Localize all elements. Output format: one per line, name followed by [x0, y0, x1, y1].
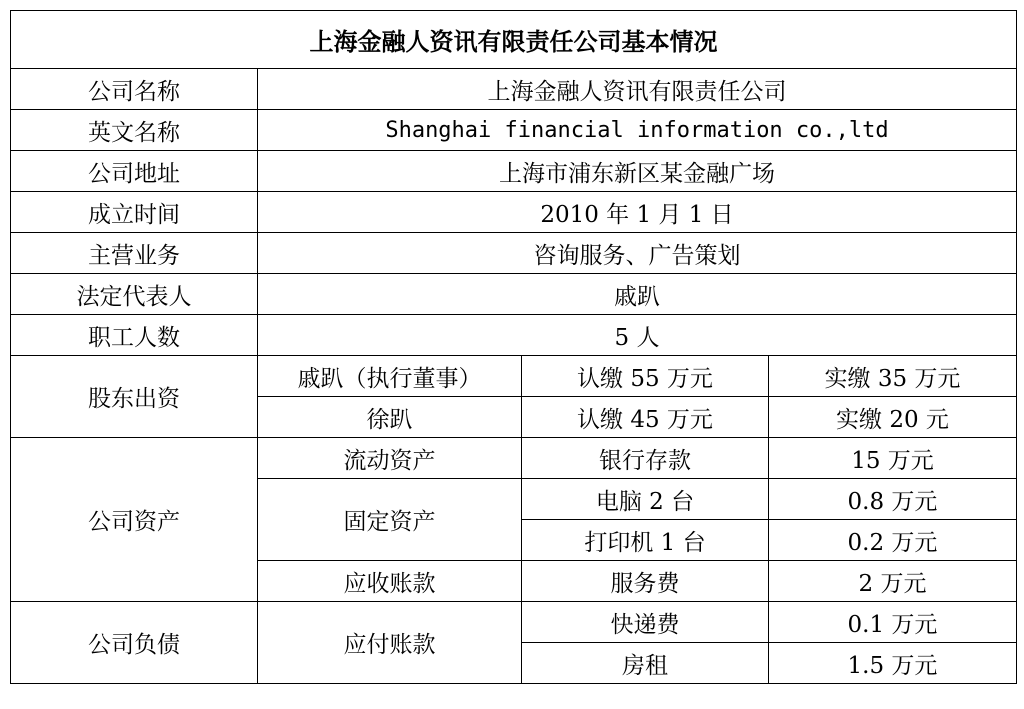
liability-category: 应付账款 [258, 602, 522, 684]
asset-item: 电脑 2 台 [522, 479, 769, 520]
english-name-value: Shanghai financial information co.,ltd [258, 110, 1017, 151]
company-info-table [10, 10, 1017, 684]
liability-amount: 1.5 万元 [769, 643, 1017, 684]
table-row [11, 274, 1017, 315]
table-row [11, 233, 1017, 274]
founded-date-value: 2010 年 1 月 1 日 [258, 192, 1017, 233]
business-value: 咨询服务、广告策划 [258, 233, 1017, 274]
table-row [11, 192, 1017, 233]
paid-capital: 实缴 35 万元 [769, 356, 1017, 397]
paid-capital: 实缴 20 元 [769, 397, 1017, 438]
table-row [11, 356, 1017, 397]
row-label: 主营业务 [11, 233, 258, 274]
asset-category: 流动资产 [258, 438, 522, 479]
asset-amount: 15 万元 [769, 438, 1017, 479]
liabilities-label: 公司负债 [11, 602, 258, 684]
asset-category: 应收账款 [258, 561, 522, 602]
asset-item: 服务费 [522, 561, 769, 602]
company-name-value: 上海金融人资讯有限责任公司 [258, 69, 1017, 110]
address-value: 上海市浦东新区某金融广场 [258, 151, 1017, 192]
liability-item: 快递费 [522, 602, 769, 643]
row-label: 英文名称 [11, 110, 258, 151]
asset-amount: 0.8 万元 [769, 479, 1017, 520]
asset-item: 银行存款 [522, 438, 769, 479]
legal-rep-value: 戚趴 [258, 274, 1017, 315]
employee-count-value: 5 人 [258, 315, 1017, 356]
shareholders-label: 股东出资 [11, 356, 258, 438]
subscribed-capital: 认缴 55 万元 [522, 356, 769, 397]
table-row [11, 315, 1017, 356]
asset-category: 固定资产 [258, 479, 522, 561]
table-row [11, 602, 1017, 643]
table-row [11, 151, 1017, 192]
row-label: 成立时间 [11, 192, 258, 233]
table-row [11, 110, 1017, 151]
subscribed-capital: 认缴 45 万元 [522, 397, 769, 438]
row-label: 法定代表人 [11, 274, 258, 315]
table-row [11, 69, 1017, 110]
row-label: 公司名称 [11, 69, 258, 110]
row-label: 职工人数 [11, 315, 258, 356]
asset-amount: 0.2 万元 [769, 520, 1017, 561]
liability-item: 房租 [522, 643, 769, 684]
assets-label: 公司资产 [11, 438, 258, 602]
asset-item: 打印机 1 台 [522, 520, 769, 561]
shareholder-name: 戚趴（执行董事） [258, 356, 522, 397]
row-label: 公司地址 [11, 151, 258, 192]
liability-amount: 0.1 万元 [769, 602, 1017, 643]
shareholder-name: 徐趴 [258, 397, 522, 438]
table-row [11, 438, 1017, 479]
table-title: 上海金融人资讯有限责任公司基本情况 [11, 11, 1017, 69]
title-row [11, 11, 1017, 69]
asset-amount: 2 万元 [769, 561, 1017, 602]
